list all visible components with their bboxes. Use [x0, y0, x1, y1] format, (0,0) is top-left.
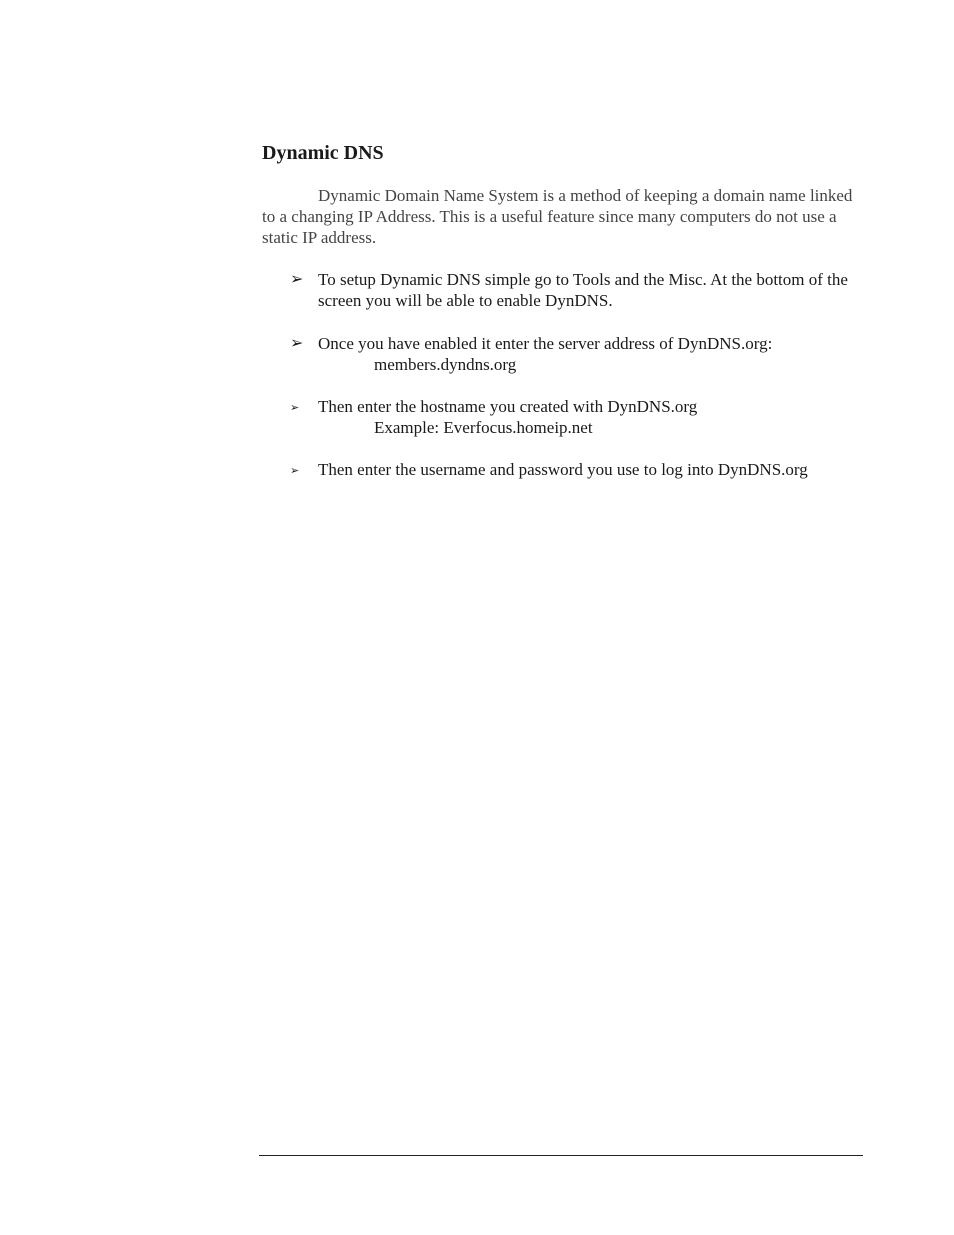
- bullet-subtext: Example: Everfocus.homeip.net: [374, 418, 593, 437]
- bullet-item-hostname: [290, 396, 860, 438]
- arrow-bullet-icon: ➢: [290, 271, 304, 288]
- arrow-bullet-icon: ➢: [290, 465, 300, 477]
- bullet-subtext: members.dyndns.org: [374, 355, 517, 374]
- arrow-bullet-icon: ➢: [290, 335, 304, 352]
- bullet-text: Once you have enabled it enter the server address of DynDNS.org:: [318, 334, 773, 353]
- bullet-text: To setup Dynamic DNS simple go to Tools and the Misc. At the bottom of the screen you will be able to enable DynDNS.: [318, 270, 848, 310]
- section-heading: Dynamic DNS: [262, 142, 384, 164]
- bullet-item-server-address: [290, 333, 860, 375]
- bullet-item-setup: [290, 269, 860, 311]
- intro-paragraph: Dynamic Domain Name System is a method of keeping a domain name linked to a changing IP Address. This is a useful feature since many computers do not use a static IP address.: [262, 186, 853, 247]
- bullet-text: Then enter the hostname you created with DynDNS.org: [318, 397, 698, 416]
- bullet-text: Then enter the username and password you use to log into DynDNS.org: [318, 460, 808, 479]
- footer-divider: [259, 1155, 863, 1156]
- bullet-item-credentials: [290, 459, 860, 480]
- arrow-bullet-icon: ➢: [290, 402, 300, 414]
